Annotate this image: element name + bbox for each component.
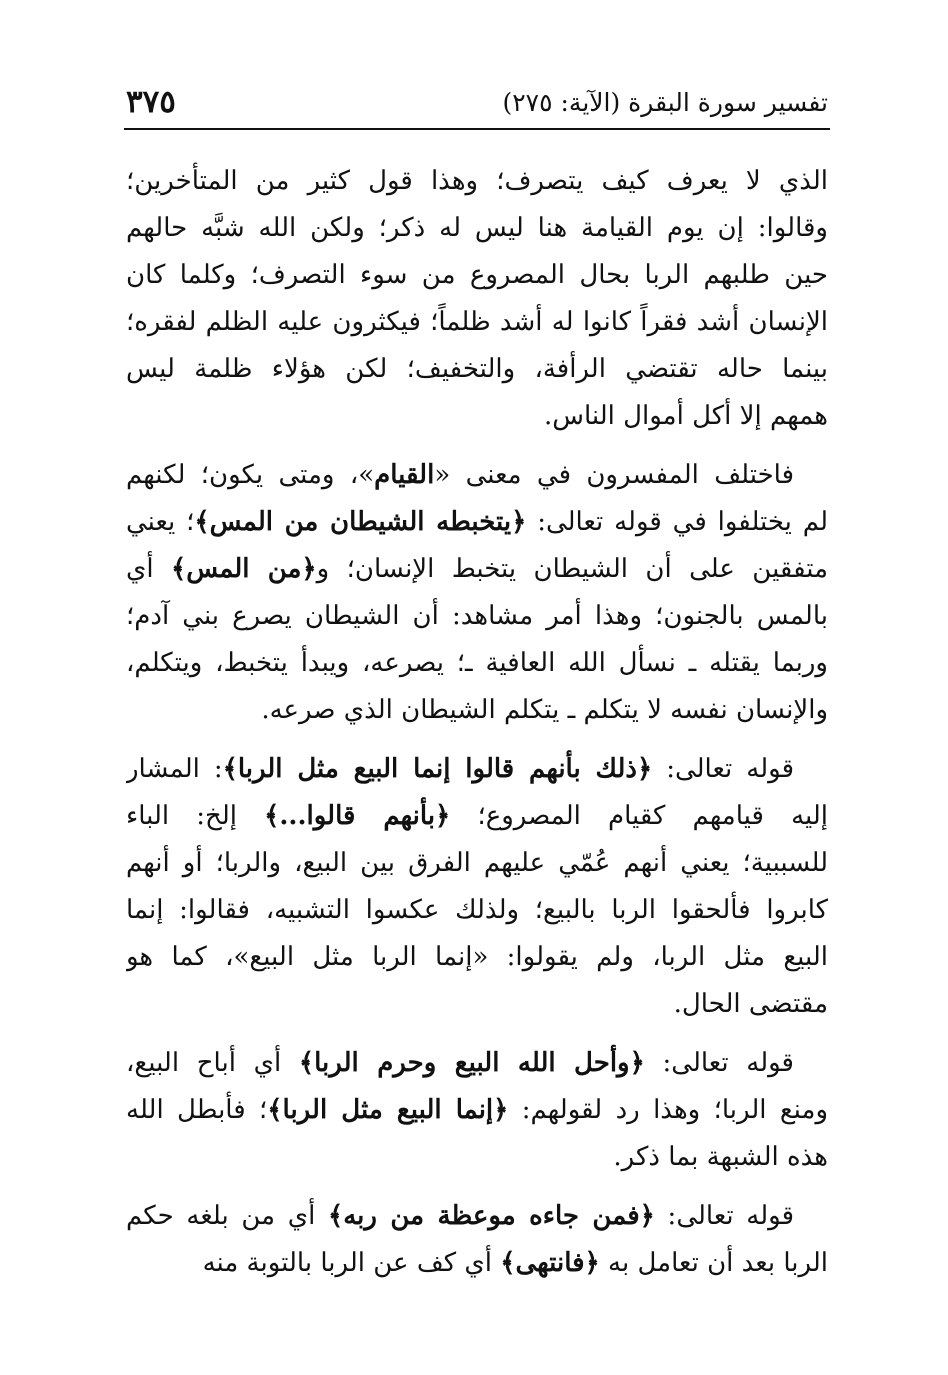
body-text [126, 158, 828, 1299]
text-line [126, 981, 828, 1028]
text-line [126, 887, 828, 934]
text-run: بالمس بالجنون؛ وهذا أمر مشاهد: أن الشيطان يصرع بني آدم؛ [126, 601, 828, 631]
text-line [126, 452, 828, 499]
text-run: والإنسان نفسه لا يتكلم ـ يتكلم الشيطان الذي صرعه. [261, 695, 828, 725]
text-line [126, 158, 828, 205]
text-line [126, 393, 828, 440]
text-line [126, 299, 828, 346]
text-line [126, 934, 828, 981]
text-run: وربما يقتله ـ نسأل الله العافية ـ؛ يصرعه، ويبدأ يتخبط، ويتكلم، [126, 648, 828, 678]
header-rule [124, 128, 830, 130]
text-run: البيع مثل الربا، ولم يقولوا: «إنما الربا مثل البيع»، كما هو [126, 942, 828, 972]
paragraph [126, 452, 828, 734]
text-run: أي أباح البيع، [126, 1048, 299, 1078]
quran-quote: ﴿بأنهم قالوا...﴾ [264, 801, 451, 831]
text-run: الربا بعد أن تعامل به [599, 1248, 828, 1278]
text-run: قوله تعالى: [652, 754, 795, 784]
text-run: الإنسان أشد فقراً كانوا له أشد ظلماً؛ فيكثرون عليه الظلم لفقره؛ [126, 307, 828, 337]
text-run: قوله تعالى: [654, 1201, 794, 1231]
text-run: قوله تعالى: [644, 1048, 794, 1078]
quran-quote: ﴿إنما البيع مثل الربا﴾ [267, 1095, 509, 1125]
text-line [126, 687, 828, 734]
text-line [126, 1240, 828, 1287]
text-line [126, 499, 828, 546]
text-line [126, 840, 828, 887]
quran-quote: ﴿ذلك بأنهم قالوا إنما البيع مثل الربا﴾ [222, 754, 653, 784]
running-title: تفسير سورة البقرة (الآية: ٢٧٥) [502, 88, 828, 117]
text-run: ؛ يعني [126, 507, 195, 537]
text-run: الذي لا يعرف كيف يتصرف؛ وهذا قول كثير من المتأخرين؛ [126, 166, 828, 196]
text-line [126, 205, 828, 252]
quran-quote: ﴿من المس﴾ [170, 554, 317, 584]
text-run: أي من بلغه حكم [126, 1201, 328, 1231]
text-run: إليه قيامهم كقيام المصروع؛ [450, 801, 828, 831]
text-run: ؛ فأبطل الله [126, 1095, 268, 1125]
paragraph [126, 746, 828, 1028]
text-run: أي كف عن الربا بالتوبة منه [202, 1248, 501, 1278]
quran-quote: القيام [374, 460, 435, 490]
text-line [126, 593, 828, 640]
text-line [126, 1040, 828, 1087]
text-run: ومنع الربا؛ وهذا رد لقولهم: [508, 1095, 828, 1125]
text-line [126, 1193, 828, 1240]
text-run: أي [126, 554, 171, 584]
text-line [126, 1087, 828, 1134]
text-run: همهم إلا أكل أموال الناس. [543, 401, 828, 431]
text-run: وقالوا: إن يوم القيامة هنا ليس له ذكر؛ ولكن الله شبَّه حالهم [126, 213, 828, 243]
quran-quote: ﴿فمن جاءه موعظة من ربه﴾ [327, 1201, 655, 1231]
text-line [126, 252, 828, 299]
text-line [126, 793, 828, 840]
text-line [126, 1134, 828, 1181]
text-run: بينما حاله تقتضي الرأفة، والتخفيف؛ لكن هؤلاء ظلمة ليس [126, 354, 828, 384]
text-run: مقتضى الحال. [673, 989, 828, 1019]
text-run: : المشار [126, 754, 223, 784]
page-number: ٣٧٥ [126, 84, 176, 120]
text-run: متفقين على أن الشيطان يتخبط الإنسان؛ و [316, 554, 828, 584]
text-line [126, 546, 828, 593]
text-run: إلخ: الباء [126, 801, 265, 831]
text-run: للسببية؛ يعني أنهم عُمّي عليهم الفرق بين البيع، والربا؛ أو أنهم [126, 848, 828, 878]
text-run: لم يختلفوا في قوله تعالى: [526, 507, 828, 537]
text-run: »، ومتى يكون؛ لكنهم [126, 460, 375, 490]
text-run: كابروا فألحقوا الربا بالبيع؛ ولذلك عكسوا التشبيه، فقالوا: إنما [126, 895, 828, 925]
page-header [126, 84, 828, 126]
paragraph [126, 1193, 828, 1287]
text-run: فاختلف المفسرون في معنى « [434, 460, 794, 490]
text-run: حين طلبهم الربا بحال المصروع من سوء التصرف؛ وكلما كان [126, 260, 828, 290]
quran-quote: ﴿يتخبطه الشيطان من المس﴾ [194, 507, 527, 537]
quran-quote: ﴿فانتهى﴾ [500, 1248, 600, 1278]
paragraph [126, 158, 828, 440]
quran-quote: ﴿وأحل الله البيع وحرم الربا﴾ [298, 1048, 645, 1078]
text-line [126, 746, 828, 793]
text-line [126, 346, 828, 393]
paragraph [126, 1040, 828, 1181]
text-run: هذه الشبهة بما ذكر. [613, 1142, 828, 1172]
text-line [126, 640, 828, 687]
